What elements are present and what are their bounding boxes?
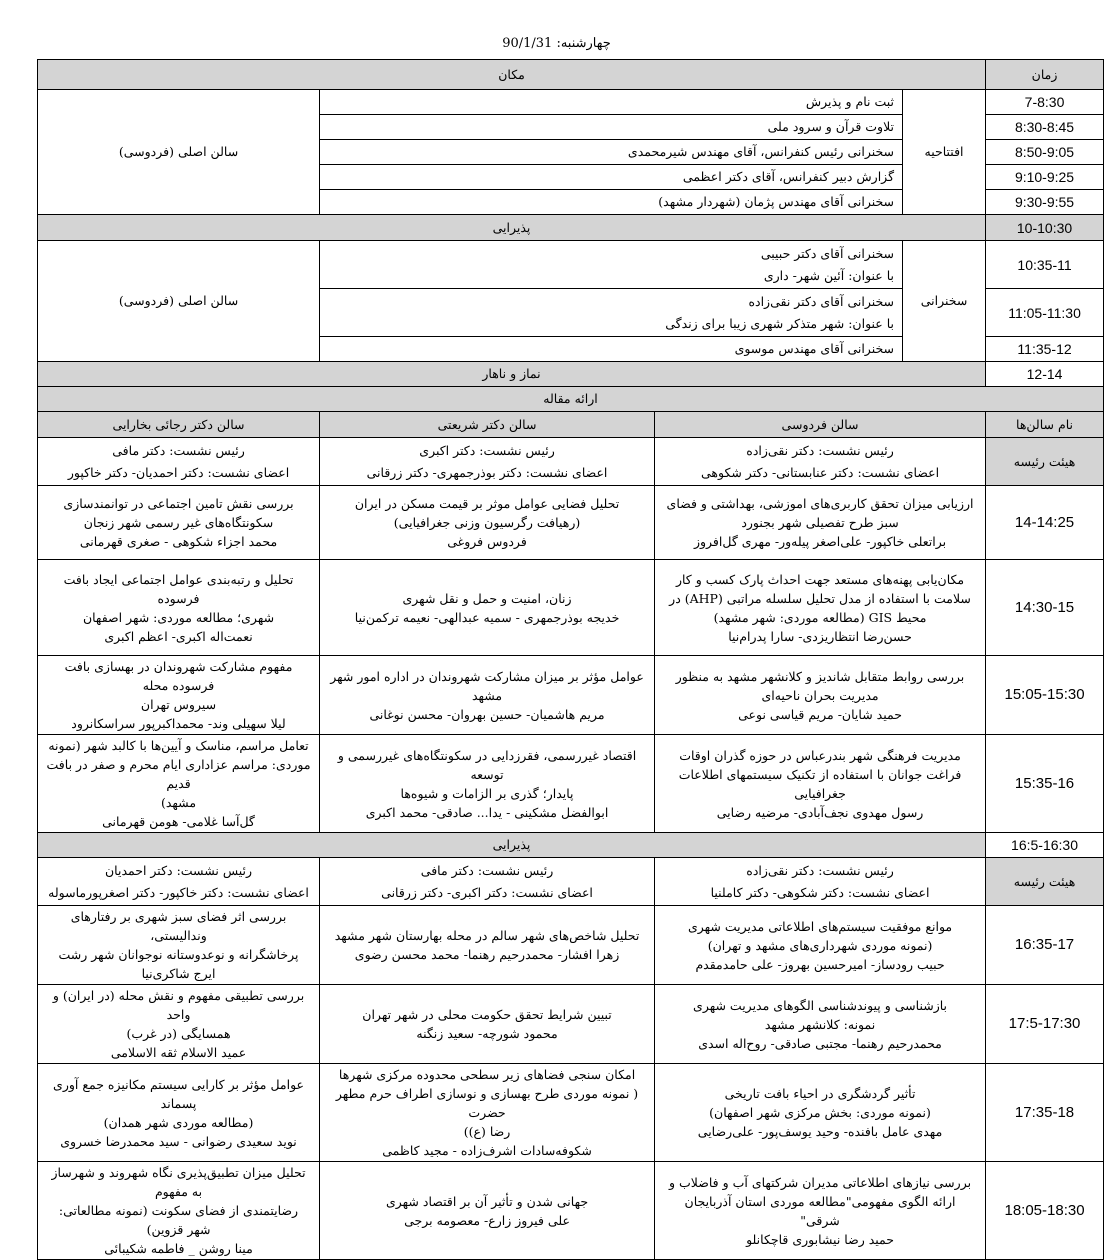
paper-rajaei [38,656,320,735]
papers-header: ارائه مقاله [38,387,1104,412]
paper-rajaei [38,735,320,833]
opening-title: سخنرانی رئیس کنفرانس، آقای مهندس شیرمحمدی [320,140,903,165]
board-shariati-line: اعضای نشست: دکتر بوذرجمهری- دکتر زرقانی [366,464,608,480]
paper-rajaei [38,560,320,656]
paper-rajaei-line: مینا روشن _ فاطمه شکیبائی [104,1241,253,1256]
board-ferdowsi-line: اعضای نشست: دکتر عنابستانی- دکتر شکوهی [700,464,940,480]
board-rajaei-line: رئیس نشست: دکتر احمدیان [104,862,253,878]
speech-time: 11:35-12 [986,337,1104,362]
board-rajaei [38,438,320,486]
opening-time: 7-8:30 [986,90,1104,115]
paper-shariati [320,656,655,735]
board-ferdowsi-line: رئیس نشست: دکتر نقی‌زاده [746,862,894,878]
paper-shariati-line: رضا (ع)) [463,1124,511,1139]
paper-ferdowsi-line: (نمونه موردی: بخش مرکزی شهر اصفهان) [709,1105,931,1120]
paper-ferdowsi [655,735,986,833]
speech-title [320,337,903,362]
paper-shariati [320,560,655,656]
paper-shariati-line: ( نمونه موردی طرح بهسازی و نوسازی اطراف حرم مطهر حضرت [335,1086,639,1120]
board-shariati [320,438,655,486]
halls-label: نام سالن‌ها [986,412,1104,438]
paper-rajaei-line: مفهوم مشارکت شهروندان در بهسازی بافت فرسوده محله [64,659,293,693]
paper-shariati-line: اقتصاد غیررسمی، فقرزدایی در سکونتگاه‌های غیررسمی و توسعه [337,747,637,782]
paper-rajaei-line: سکونتگاه‌های غیر رسمی شهر زنجان [83,515,274,530]
paper-ferdowsi [655,1064,986,1162]
paper-rajaei-line: عوامل مؤثر بر کارایی سیستم مکانیزه جمع آوری پسماند [53,1076,304,1111]
speech-title-line: سخنرانی آقای دکتر حبیبی [760,245,895,261]
board-label: هیئت رئیسه [986,438,1104,486]
paper-shariati-line: مریم هاشمیان- حسین بهروان- محسن نوغانی [369,706,605,722]
paper-ferdowsi-line: سلامت با استفاده از مدل تحلیل سلسله مراتبی (AHP) در [669,590,971,606]
board-rajaei [38,858,320,906]
paper-rajaei [38,906,320,985]
paper-rajaei-line: تحلیل و رتبه‌بندی عوامل اجتماعی ایجاد بافت فرسوده [63,571,294,606]
paper-shariati-line: فردوس فروغی [447,534,527,549]
board-shariati-line: رئیس نشست: دکتر اکبری [419,442,555,458]
paper-ferdowsi-line: محیط GIS (مطالعه موردی: شهر مشهد) [713,609,927,625]
paper-shariati [320,1162,655,1260]
paper-rajaei [38,985,320,1064]
paper-ferdowsi-line: حمید رضا نیشابوری قاچکانلو [746,1231,894,1247]
paper-shariati [320,1064,655,1162]
paper-ferdowsi-line: بازشناسی و پیوندشناسی الگوهای مدیریت شهری [693,997,948,1013]
paper-ferdowsi-line: ارزیابی میزان تحقق کاربری‌های اموزشی، بهداشتی و فضای [666,496,974,511]
paper-rajaei-line: موردی: مراسم عزاداری ایام محرم و صفر در بافت قدیم [46,757,311,791]
paper-rajaei-line: محمد اجزاء شکوهی - صغری قهرمانی [79,534,278,549]
board-ferdowsi [655,858,986,906]
paper-shariati [320,985,655,1064]
paper-shariati-line: امکان سنجی فضاهای زیر سطحی محدوده مرکزی شهرها [338,1067,636,1082]
board-label: هیئت رئیسه [986,858,1104,906]
speech-title-line: با عنوان: آئین شهر- داری [763,267,895,283]
paper-rajaei-line: نوید سعیدی رضوانی - سید محمدرضا خسروی [60,1133,297,1149]
paper-ferdowsi-line: جغرافیایی [794,785,846,801]
board-rajaei-line: اعضای نشست: دکتر خاکپور- دکتر اصغرپورماسوله [48,884,309,900]
paper-shariati-line: تحلیل شاخص‌های شهر سالم در محله بهارستان شهر مشهد [334,928,640,943]
paper-ferdowsi-line: بررسی روابط متقابل شاندیز و کلانشهر مشهد به منظور [675,668,965,684]
paper-ferdowsi [655,1162,986,1260]
paper-shariati-line: زنان، امنیت و حمل و نقل شهری [402,590,572,606]
board-ferdowsi-line: رئیس نشست: دکتر نقی‌زاده [746,442,894,458]
board-ferdowsi [655,438,986,486]
speech-title [320,241,903,289]
board-rajaei-line: اعضای نشست: دکتر احمدیان- دکتر خاکپور [67,464,290,480]
board-shariati [320,858,655,906]
paper-shariati [320,906,655,985]
hall-shariati: سالن دکتر شریعتی [320,412,655,438]
paper-rajaei-line: سیروس تهران [140,697,217,712]
paper-shariati-line: علی فیروز زارع- معصومه برجی [404,1212,570,1228]
session-time: 17:35-18 [986,1064,1104,1162]
paper-rajaei [38,486,320,560]
session-time: 14:30-15 [986,560,1104,656]
paper-ferdowsi-line: حسن‌رضا انتظاریزدی- سارا پدرام‌نیا [728,628,912,644]
paper-rajaei-line: همسایگی (در غرب) [126,1026,231,1041]
paper-rajaei-line: بررسی اثر فضای سبز شهری بر رفتارهای وندالیستی، [70,909,287,943]
speech-time: 11:05-11:30 [986,289,1104,337]
session-time: 15:35-16 [986,735,1104,833]
lunch-time: 12-14 [986,362,1104,387]
paper-rajaei-line: بررسی تطبیقی مفهوم و نقش محله (در ایران) و واحد [52,988,305,1022]
speech-title-line: سخنرانی آقای مهندس موسوی [734,341,895,356]
paper-ferdowsi-line: فراغت جوانان با استفاده از تکنیک سیستمهای اطلاعات [678,766,962,782]
paper-shariati-line: جهانی شدن و تأثیر آن بر اقتصاد شهری [385,1193,589,1209]
paper-rajaei-line: تحلیل میزان تطبیق‌پذیری نگاه شهروند و شهرساز به مفهوم [51,1165,306,1199]
paper-ferdowsi-line: رسول مهدوی نجف‌آبادی- مرضیه رضایی [716,804,924,820]
paper-ferdowsi-line: موانع موفقیت سیستم‌های اطلاعاتی مدیریت شهری [687,918,953,934]
paper-ferdowsi-line: مهدی عامل بافنده- وحید یوسف‌پور- علی‌رضایی [697,1124,943,1139]
board-ferdowsi-line: اعضای نشست: دکتر شکوهی- دکتر کاملنیا [710,884,930,900]
lunch-label: نماز و ناهار [38,362,986,387]
opening-title: تلاوت قرآن و سرود ملی [320,115,903,140]
opening-time: 9:30-9:55 [986,190,1104,215]
board-shariati-line: رئیس نشست: دکتر مافی [420,862,554,878]
paper-rajaei-line: نعمت‌اله اکبری- اعظم اکبری [104,628,253,644]
session-time: 16:35-17 [986,906,1104,985]
paper-rajaei-line: پرخاشگرانه و نوعدوستانه نوجوانان شهر رشت [58,947,299,962]
paper-shariati [320,486,655,560]
session-time: 15:05-15:30 [986,656,1104,735]
speeches-hall: سالن اصلی (فردوسی) [38,241,320,362]
paper-shariati-line: خدیجه بوذرجمهری - سمیه عبدالهی- نعیمه ترکمن‌نیا [354,609,620,625]
paper-shariati-line: تبیین شرایط تحقق حکومت محلی در شهر تهران [362,1007,612,1022]
opening-time: 9:10-9:25 [986,165,1104,190]
paper-ferdowsi-line: حمید شایان- مریم قیاسی نوعی [738,706,902,722]
paper-rajaei-line: تعامل مراسم، مناسک و آیین‌ها با کالبد شهر (نمونه [48,738,309,753]
paper-rajaei-line: مشهد) [160,795,197,810]
hall-ferdowsi: سالن فردوسی [655,412,986,438]
paper-shariati-line: محمود شورچه- سعید زنگنه [416,1026,558,1041]
paper-rajaei-line: گل‌آسا غلامی- هومن قهرمانی [102,814,255,829]
paper-rajaei-line: رضایتمندی از فضای سکونت (نمونه مطالعاتی: شهر قزوین) [58,1203,299,1237]
paper-rajaei-line: ایرج شاکری‌نیا [141,966,216,981]
paper-ferdowsi-line: (نمونه موردی شهرداری‌های مشهد و تهران) [707,937,933,953]
opening-label: افتتاحیه [903,90,986,215]
paper-ferdowsi-line: براتعلی خاکپور- علی‌اصغر پیله‌ور- مهری گل‌افروز [693,534,947,549]
paper-shariati-line: تحلیل فضایی عوامل موثر بر قیمت مسکن در ایران [354,496,620,511]
session-time: 18:05-18:30 [986,1162,1104,1260]
paper-shariati-line: شکوفه‌سادات اشرف‌زاده - مجید کاظمی [382,1143,592,1158]
paper-shariati-line: (رهیافت رگرسیون وزنی جغرافیایی) [393,515,581,530]
speeches-label: سخنرانی [903,241,986,362]
paper-rajaei-line: عمید الاسلام ثقه الاسلامی [110,1045,247,1060]
paper-shariati-line: مشهد [471,687,503,703]
paper-rajaei-line: شهری؛ مطالعه موردی: شهر اصفهان [82,609,275,625]
paper-ferdowsi-line: مدیریت بحران ناحیه‌ای [761,687,879,703]
paper-ferdowsi-line: سبز طرح تفصیلی شهر بجنورد [741,515,899,530]
paper-ferdowsi [655,985,986,1064]
board-shariati-line: اعضای نشست: دکتر اکبری- دکتر زرقانی [381,884,593,900]
paper-ferdowsi-line: مدیریت فرهنگی شهر بندرعباس در حوزه گذران اوقات [679,747,961,763]
paper-shariati-line: پایدار؛ گذری بر الزامات و شیوه‌ها [400,785,574,801]
reception-time: 10-10:30 [986,215,1104,241]
paper-rajaei-line: لیلا سهیلی وند- محمداکبرپور سراسکانرود [71,716,286,731]
paper-rajaei [38,1064,320,1162]
paper-ferdowsi [655,906,986,985]
reception-label: پذیرایی [38,215,986,241]
opening-hall: سالن اصلی (فردوسی) [38,90,320,215]
paper-shariati-line: ابوالفضل مشکینی - یدا... صادقی- محمد اکبری [365,804,609,820]
paper-ferdowsi-line: محمدرحیم رهنما- مجتبی صادقی- روح‌اله اسدی [698,1035,942,1051]
speech-time: 10:35-11 [986,241,1104,289]
paper-ferdowsi-line: بررسی نیازهای اطلاعاتی مدیران شرکتهای آب و فاضلاب و [668,1174,972,1190]
opening-title: گزارش دبیر کنفرانس، آقای دکتر اعظمی [320,165,903,190]
speech-title-line: با عنوان: شهر متذکر شهری زیبا برای زندگی [665,315,895,331]
conference-schedule-table [37,59,1104,1260]
paper-ferdowsi [655,560,986,656]
header-place: مکان [38,60,986,90]
speech-title-line: سخنرانی آقای دکتر نقی‌زاده [748,293,895,309]
paper-ferdowsi-line: مکان‌یابی پهنه‌های مستعد جهت احداث پارک کسب و کار [675,571,965,587]
paper-rajaei-line: (مطالعه موردی شهر همدان) [103,1114,254,1130]
paper-shariati [320,735,655,833]
paper-rajaei-line: بررسی نقش تامین اجتماعی در توانمندسازی [63,496,294,511]
paper-ferdowsi-line: ارائه الگوی مفهومی"مطالعه موردی استان آذربایجان شرقی" [684,1193,956,1228]
paper-ferdowsi-line: تأثیر گردشگری در احیاء بافت تاریخی [724,1086,916,1101]
session-time: 14-14:25 [986,486,1104,560]
opening-title: ثبت نام و پذیرش [320,90,903,115]
header-time: زمان [986,60,1104,90]
paper-shariati-line: عوامل مؤثر بر میزان مشارکت شهروندان در اداره امور شهر [330,668,644,684]
session-time: 17:5-17:30 [986,985,1104,1064]
reception2-time: 16:5-16:30 [986,833,1104,858]
reception2-label: پذیرایی [38,833,986,858]
opening-title: سخنرانی آقای مهندس پژمان (شهردار مشهد) [320,190,903,215]
paper-shariati-line: زهرا افشار- محمدرحیم رهنما- محمد محسن رضوی [354,947,620,962]
paper-rajaei [38,1162,320,1260]
opening-time: 8:30-8:45 [986,115,1104,140]
paper-ferdowsi-line: حبیب رودساز- امیرحسین بهروز- علی حامدمقدم [695,956,945,972]
board-rajaei-line: رئیس نشست: دکتر مافی [112,442,245,458]
opening-time: 8:50-9:05 [986,140,1104,165]
paper-ferdowsi [655,656,986,735]
hall-rajaei: سالن دکتر رجائی بخارایی [38,412,320,438]
paper-ferdowsi [655,486,986,560]
schedule-date: چهارشنبه: 90/1/31 [502,36,611,51]
speech-title [320,289,903,337]
paper-ferdowsi-line: نمونه: کلانشهر مشهد [764,1016,876,1032]
